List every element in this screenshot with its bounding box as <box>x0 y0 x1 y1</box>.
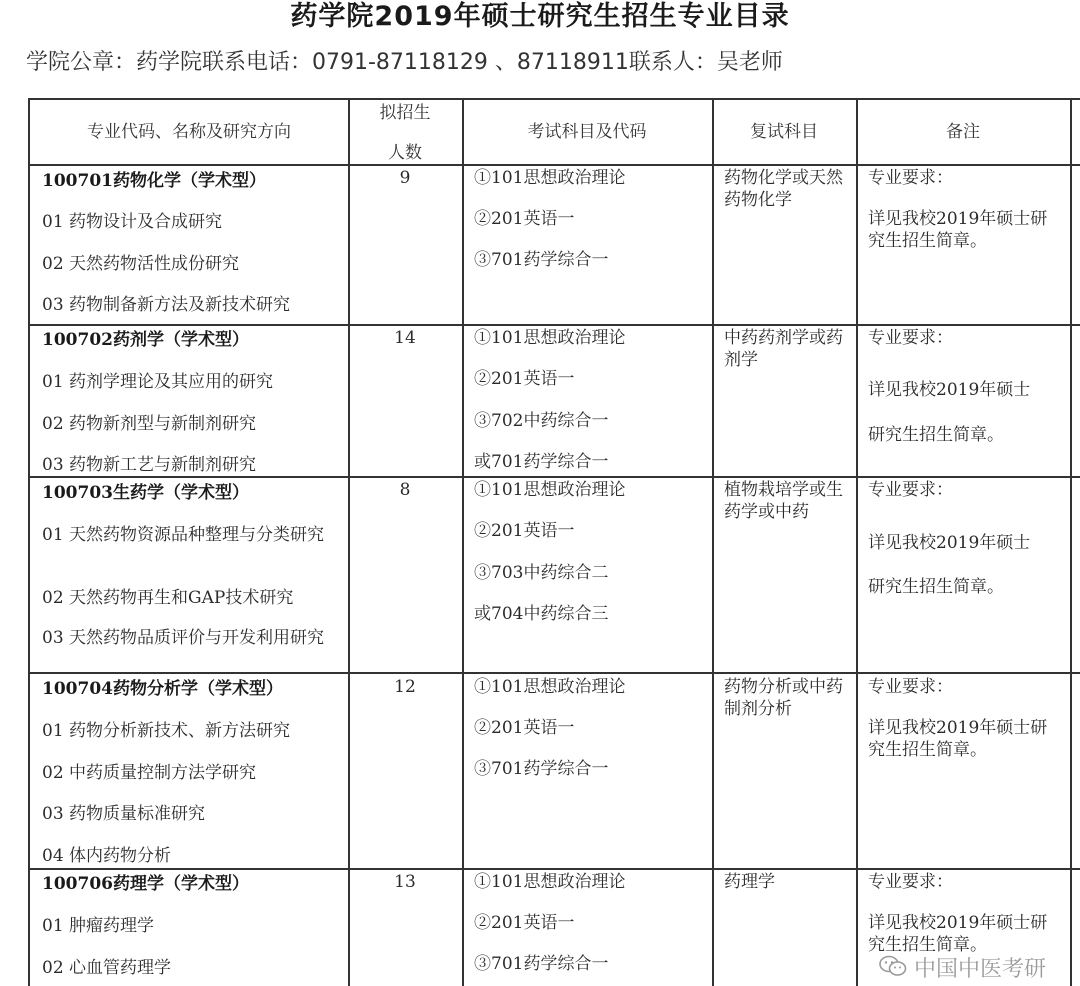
remark-title: 专业要求： <box>868 168 953 188</box>
column-divider <box>348 100 350 986</box>
retest-subject: 药物化学或天然药物化学 <box>724 168 843 210</box>
remark-body-line: 详见我校2019年硕士 <box>868 380 1031 400</box>
exam-subject: 或704中药综合三 <box>474 604 609 624</box>
header-retest: 复试科目 <box>750 122 818 142</box>
header-divider <box>30 164 1080 166</box>
exam-subject: ①101思想政治理论 <box>474 677 626 697</box>
retest-subject: 药理学 <box>724 872 775 892</box>
research-direction: 02 中药质量控制方法学研究 <box>42 763 257 783</box>
exam-subject: ②201英语一 <box>474 718 575 738</box>
research-direction: 01 天然药物资源品种整理与分类研究 <box>42 525 325 545</box>
retest-subject: 植物栽培学或生药学或中药 <box>724 480 843 522</box>
exam-subject: ③703中药综合二 <box>474 563 609 583</box>
contact-info: 学院公章：药学院联系电话：0791-87118129 、87118911联系人：吴老师 <box>26 50 783 75</box>
exam-subject: ②201英语一 <box>474 369 575 389</box>
remark-body-line: 研究生招生简章。 <box>868 577 1004 597</box>
research-direction: 01 药剂学理论及其应用的研究 <box>42 372 274 392</box>
remark-body-line: 详见我校2019年硕士 <box>868 533 1031 553</box>
watermark <box>878 955 1046 985</box>
column-divider <box>712 100 714 986</box>
column-divider <box>462 100 464 986</box>
exam-subject: ③701药学综合一 <box>474 250 609 270</box>
row-divider <box>30 868 1080 870</box>
exam-subject: ③701药学综合一 <box>474 759 609 779</box>
remark-title: 专业要求： <box>868 328 953 348</box>
wechat-logo-icon <box>878 954 908 986</box>
document-title: 药学院2019年硕士研究生招生专业目录 <box>290 1 790 32</box>
major-name: 100706药理学（学术型） <box>42 874 249 894</box>
exam-subject: ②201英语一 <box>474 521 575 541</box>
retest-subject: 药物分析或中药制剂分析 <box>724 677 843 719</box>
research-direction: 03 药物制备新方法及新技术研究 <box>42 295 291 315</box>
header-enroll-line2: 人数 <box>388 143 422 163</box>
enrollment-count: 9 <box>399 168 411 188</box>
enrollment-count: 8 <box>399 480 411 500</box>
remark-body: 详见我校2019年硕士研究生招生简章。 <box>868 718 1048 760</box>
exam-subject: 或701药学综合一 <box>474 452 609 472</box>
program-catalog-table <box>28 98 1080 986</box>
research-direction: 02 天然药物再生和GAP技术研究 <box>42 588 294 608</box>
exam-subject: ②201英语一 <box>474 913 575 933</box>
remark-title: 专业要求： <box>868 677 953 697</box>
exam-subject: ③702中药综合一 <box>474 411 609 431</box>
header-enroll-line1: 拟招生 <box>379 103 431 123</box>
enrollment-count: 14 <box>394 328 416 348</box>
header-exams: 考试科目及代码 <box>527 122 647 142</box>
enrollment-count: 13 <box>394 872 416 892</box>
research-direction: 03 天然药物品质评价与开发利用研究 <box>42 628 325 648</box>
major-name: 100701药物化学（学术型） <box>42 171 266 191</box>
watermark-text: 中国中医考研 <box>913 957 1046 982</box>
row-divider <box>30 324 1080 326</box>
remark-title: 专业要求： <box>868 480 953 500</box>
column-divider <box>1070 100 1072 986</box>
research-direction: 02 心血管药理学 <box>42 958 172 978</box>
research-direction: 01 药物设计及合成研究 <box>42 212 223 232</box>
research-direction: 02 药物新剂型与新制剂研究 <box>42 414 257 434</box>
research-direction: 01 药物分析新技术、新方法研究 <box>42 721 291 741</box>
major-name: 100704药物分析学（学术型） <box>42 679 283 699</box>
header-remarks: 备注 <box>946 122 980 142</box>
enrollment-count: 12 <box>394 677 416 697</box>
exam-subject: ①101思想政治理论 <box>474 168 626 188</box>
major-name: 100702药剂学（学术型） <box>42 330 249 350</box>
research-direction: 04 体内药物分析 <box>42 846 172 866</box>
exam-subject: ①101思想政治理论 <box>474 328 626 348</box>
row-divider <box>30 476 1080 478</box>
exam-subject: ③701药学综合一 <box>474 954 609 974</box>
header-major: 专业代码、名称及研究方向 <box>87 122 291 142</box>
remark-title: 专业要求： <box>868 872 953 892</box>
remark-body-line: 研究生招生简章。 <box>868 425 1004 445</box>
column-divider <box>856 100 858 986</box>
exam-subject: ①101思想政治理论 <box>474 480 626 500</box>
research-direction: 03 药物新工艺与新制剂研究 <box>42 455 257 475</box>
major-name: 100703生药学（学术型） <box>42 483 249 503</box>
remark-body: 详见我校2019年硕士研究生招生简章。 <box>868 913 1048 955</box>
research-direction: 03 药物质量标准研究 <box>42 804 206 824</box>
research-direction: 01 肿瘤药理学 <box>42 916 155 936</box>
exam-subject: ②201英语一 <box>474 209 575 229</box>
remark-body: 详见我校2019年硕士研究生招生简章。 <box>868 209 1048 251</box>
row-divider <box>30 672 1080 674</box>
research-direction: 02 天然药物活性成份研究 <box>42 254 240 274</box>
retest-subject: 中药药剂学或药剂学 <box>724 328 843 370</box>
exam-subject: ①101思想政治理论 <box>474 872 626 892</box>
